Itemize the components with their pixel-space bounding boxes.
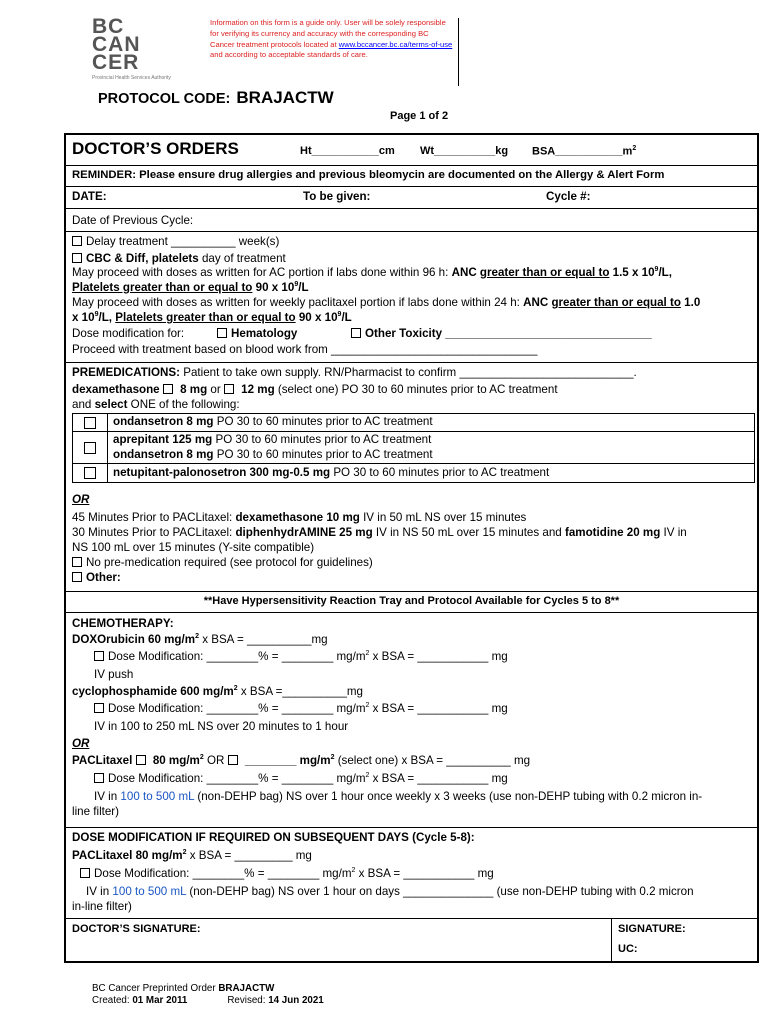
pac-30min-premed <box>72 526 687 539</box>
pac-gte: greater than or equal to <box>551 296 681 309</box>
option-1-drug: ondansetron 8 mg <box>113 415 214 428</box>
cyclo-dm-sup: 2 <box>365 702 370 710</box>
option-3-instructions: PO 30 to 60 minutes prior to AC treatment <box>330 466 550 479</box>
header-divider <box>458 18 459 86</box>
p30-drug-2: famotidine 20 mg <box>564 526 661 539</box>
ac-plt-unit: /L <box>298 281 309 294</box>
hypersensitivity-notice: **Have Hypersensitivity Reaction Tray and Protocol Available for Cycles 5 to 8** <box>203 595 620 607</box>
pac-x10: x 10 <box>72 311 95 324</box>
dm-pac-dm-a: Dose Modification: ________% = ________ mg/m <box>94 867 352 880</box>
pac-dm-sup: 2 <box>365 772 370 780</box>
pac-bsa-calc[interactable]: (select one) x BSA = __________ mg <box>334 754 531 767</box>
logo-line-1: BC <box>92 15 125 38</box>
to-be-given-field[interactable]: To be given: <box>303 190 371 203</box>
uc-field[interactable]: UC: <box>618 943 638 955</box>
no-premed-option[interactable] <box>72 556 373 569</box>
doxo-dm-sup: 2 <box>365 650 370 658</box>
other-premed-label: Other: <box>86 571 121 584</box>
dexa-8mg-checkbox[interactable] <box>163 384 173 394</box>
option-3-checkbox[interactable] <box>84 467 96 479</box>
ac-text: May proceed with doses as written for AC portion if labs done within 96 h: <box>72 266 452 279</box>
footer-revised-label: Revised: <box>227 995 269 1006</box>
hypersensitivity-row <box>66 591 757 612</box>
pac-dm-b: x BSA = ___________ mg <box>369 772 508 785</box>
footer <box>92 983 324 1007</box>
pac-custom-label[interactable]: ________ mg/m <box>241 754 331 767</box>
other-toxicity-label: Other Toxicity ________________________________ <box>365 327 652 340</box>
p45-drug: dexamethasone 10 mg <box>235 511 360 524</box>
pac-exp: 9 <box>94 311 99 319</box>
ac-value: 1.5 x 10 <box>609 266 655 279</box>
pac-iv-rest: (non-DEHP bag) NS over 1 hour once weekly x 3 weeks (use non-DEHP tubing with 0.2 micron in- <box>194 790 703 803</box>
cyclo-dose-mod-checkbox[interactable] <box>94 703 104 713</box>
dose-modification-section <box>66 827 757 918</box>
ac-plt-exp: 9 <box>294 281 299 289</box>
dm-iv-in: IV in <box>86 885 113 898</box>
cbc-option[interactable] <box>72 252 286 265</box>
cyclo-iv-instructions: IV in 100 to 250 mL NS over 20 minutes to 1 hour <box>94 720 349 733</box>
pac-criteria-line-2 <box>72 311 352 324</box>
footer-code: BRAJACTW <box>218 983 275 994</box>
pac-custom-sup: 2 <box>330 754 335 762</box>
cyclophosphamide-line <box>72 685 363 698</box>
pac-iv-instructions <box>94 790 702 803</box>
antiemetic-option-1[interactable] <box>73 414 754 431</box>
dose-mod-label: Dose modification for: <box>72 327 185 340</box>
pac-custom-checkbox[interactable] <box>228 755 238 765</box>
ac-plt-value: 90 x 10 <box>252 281 295 294</box>
pac-80-checkbox[interactable] <box>136 755 146 765</box>
dm-pac-dm-b: x BSA = ___________ mg <box>355 867 494 880</box>
footer-dates <box>92 995 324 1007</box>
antiemetic-option-3[interactable] <box>73 463 754 482</box>
option-2-instructions-a: PO 30 to 60 minutes prior to AC treatment <box>212 433 432 446</box>
other-premed-option[interactable] <box>72 571 121 584</box>
doctors-signature-field[interactable]: DOCTOR’S SIGNATURE: <box>72 923 201 935</box>
dm-pac-iv-instructions-line-2: in-line filter) <box>72 900 132 913</box>
hematology-label: Hematology <box>231 327 298 340</box>
cbc-bold: CBC & Diff, platelets <box>86 252 199 265</box>
premed-title: PREMEDICATIONS: <box>72 366 180 379</box>
doxo-dm-a: Dose Modification: ________% = ________ mg/m <box>108 650 366 663</box>
pac-iv-instructions-line-2: line filter) <box>72 805 120 818</box>
dm-iv-rest: (non-DEHP bag) NS over 1 hour on days ______________ (use non-DEHP tubing with 0.2 micron <box>186 885 694 898</box>
doxorubicin-line <box>72 633 328 646</box>
pac-plt-exp: 9 <box>337 311 342 319</box>
pac-30min-premed-line-2: NS 100 mL over 15 minutes (Y-site compatible) <box>72 541 315 554</box>
pac-anc: ANC <box>523 296 552 309</box>
option-3-drug: netupitant-palonosetron 300 mg-0.5 mg <box>113 466 331 479</box>
cyclo-dose-mod[interactable] <box>94 702 508 715</box>
cyclo-bsa-calc[interactable]: x BSA =__________mg <box>237 685 363 698</box>
other-toxicity-option[interactable] <box>351 327 652 340</box>
dose-mod-paclitaxel-line <box>72 849 312 862</box>
pac-value: 1.0 <box>680 296 701 309</box>
option-2-drug-a: aprepitant 125 mg <box>113 433 213 446</box>
height-field[interactable]: Ht___________cm <box>300 145 395 157</box>
disclaimer <box>210 18 455 61</box>
delay-treatment-checkbox[interactable] <box>72 236 82 246</box>
dexa-or: or <box>207 383 224 396</box>
doxo-dose-mod-checkbox[interactable] <box>94 651 104 661</box>
option-2-instructions-b: PO 30 to 60 minutes prior to AC treatment <box>213 447 433 461</box>
doxo-bsa-calc[interactable]: x BSA = __________mg <box>198 633 328 646</box>
premed-or-divider: OR <box>72 493 90 506</box>
footer-label: BC Cancer Preprinted Order <box>92 983 219 994</box>
cycle-number-field[interactable]: Cycle #: <box>546 190 591 203</box>
dose-mod-title: DOSE MODIFICATION IF REQUIRED ON SUBSEQUENT DAYS (Cycle 5-8): <box>72 831 475 844</box>
treatment-section <box>66 231 757 360</box>
premed-header <box>72 366 637 379</box>
doxo-iv-push: IV push <box>94 668 134 681</box>
pac-dose-mod[interactable] <box>94 772 508 785</box>
pac-unit: /L, <box>98 311 116 324</box>
dexa-8mg-label: 8 mg <box>176 383 208 396</box>
paclitaxel-line <box>72 754 530 767</box>
other-premed-checkbox[interactable] <box>72 572 82 582</box>
bc-cancer-logo <box>92 15 202 81</box>
reminder-row <box>66 165 757 186</box>
previous-cycle-row <box>66 208 757 231</box>
reminder-text: REMINDER: Please ensure drug allergies and previous bleomycin are documented on the Allergy & Alert Form <box>72 169 665 181</box>
protocol-code-label: PROTOCOL CODE: <box>98 91 231 107</box>
option-1-cell <box>73 414 108 431</box>
cbc-checkbox[interactable] <box>72 253 82 263</box>
pac-iv-in: IV in <box>94 790 121 803</box>
logo-line-2: CAN <box>92 33 141 56</box>
no-premed-label: No pre-medication required (see protocol for guidelines) <box>86 556 373 569</box>
ac-exp: 9 <box>654 266 659 274</box>
signature-section <box>66 918 757 961</box>
dexamethasone-line <box>72 383 558 396</box>
and-text: and <box>72 398 95 411</box>
doxo-dm-b: x BSA = ___________ mg <box>369 650 508 663</box>
doxo-sup: 2 <box>195 633 199 641</box>
p30-drug: diphenhydrAMINE 25 mg <box>235 526 373 539</box>
p30-iv-in: IV in <box>660 526 687 539</box>
delay-treatment-label: Delay treatment __________ week(s) <box>86 235 280 248</box>
dexa-rest: (select one) PO 30 to 60 minutes prior to AC treatment <box>274 383 558 396</box>
p30-instructions: IV in NS 50 mL over 15 minutes and <box>372 526 565 539</box>
and-select-line <box>72 398 240 411</box>
pac-plt-value: 90 x 10 <box>295 311 338 324</box>
pac-name: PACLitaxel <box>72 754 133 767</box>
ac-criteria-line-2 <box>72 281 309 294</box>
disclaimer-text: Information on this form is a guide only. User will be solely responsible for verifying its currency and accuracy with the corresponding BC Cancer treatment protocols located at <box>210 18 446 49</box>
dm-pac-dose-mod-checkbox[interactable] <box>80 868 90 878</box>
pac-text: May proceed with doses as written for weekly paclitaxel portion if labs done within 24 h: <box>72 296 524 309</box>
no-premed-checkbox[interactable] <box>72 557 82 567</box>
option-2-drug-b: ondansetron 8 mg <box>113 447 214 461</box>
pac-80-sup: 2 <box>199 754 204 762</box>
chemotherapy-section <box>66 612 757 829</box>
terms-of-use-link[interactable]: www.bccancer.bc.ca/terms-of-use <box>338 39 453 49</box>
disclaimer-text-end: and according to acceptable standards of care. <box>210 50 368 60</box>
signature-field[interactable]: SIGNATURE: <box>618 923 686 935</box>
bsa-label: BSA___________m <box>532 145 633 158</box>
date-row <box>66 186 757 207</box>
date-field[interactable]: DATE: <box>72 190 107 203</box>
footer-revised-date: 14 Jun 2021 <box>268 995 324 1006</box>
pac-plt-label: Platelets greater than or equal to <box>115 311 296 324</box>
doctors-orders-form <box>64 133 759 963</box>
cyclo-dm-a: Dose Modification: ________% = ________ mg/m <box>108 702 366 715</box>
ac-criteria-line-1 <box>72 266 672 279</box>
ac-gte: greater than or equal to <box>479 266 610 279</box>
pac-or: OR <box>203 754 228 767</box>
logo-subtitle: Provincial Health Services Authority <box>92 75 171 81</box>
option-2-cell <box>73 432 108 463</box>
other-toxicity-checkbox[interactable] <box>351 328 361 338</box>
chemo-title: CHEMOTHERAPY: <box>72 617 174 630</box>
option-2-checkbox[interactable] <box>84 442 96 454</box>
option-1-instructions: PO 30 to 60 minutes prior to AC treatment <box>213 415 433 428</box>
select-text: select <box>94 398 128 411</box>
option-1-checkbox[interactable] <box>84 417 96 429</box>
doxo-dose: DOXOrubicin 60 mg/m <box>72 633 196 646</box>
hematology-checkbox[interactable] <box>217 328 227 338</box>
pac-80-label: 80 mg/m <box>149 754 200 767</box>
pac-45min-premed <box>72 511 526 524</box>
page-number: Page 1 of 2 <box>390 110 449 122</box>
pac-criteria-line-1 <box>72 296 700 309</box>
p45-timing: 45 Minutes Prior to PACLitaxel: <box>72 511 236 524</box>
cyclo-dose: cyclophosphamide 600 mg/m <box>72 685 234 698</box>
doxo-dose-mod[interactable] <box>94 650 508 663</box>
dexa-12mg-checkbox[interactable] <box>224 384 234 394</box>
p30-timing: 30 Minutes Prior to PACLitaxel: <box>72 526 236 539</box>
dm-pac-iv-instructions <box>86 885 694 898</box>
ac-plt-label: Platelets greater than or equal to <box>72 281 253 294</box>
hematology-option[interactable] <box>217 327 297 340</box>
proceed-bloodwork-field[interactable]: Proceed with treatment based on blood work from ________________________________ <box>72 343 538 356</box>
cyclo-dm-b: x BSA = ___________ mg <box>369 702 508 715</box>
premed-title-rest: Patient to take own supply. RN/Pharmacist to confirm ___________________________. <box>180 366 637 379</box>
footer-created-label: Created: <box>92 995 133 1006</box>
protocol-code <box>98 88 334 108</box>
delay-treatment-option[interactable] <box>72 235 279 248</box>
bsa-sup: 2 <box>632 145 637 152</box>
form-title: DOCTOR’S ORDERS <box>72 139 239 158</box>
dose-modification-for <box>72 327 184 340</box>
pac-plt-unit: /L <box>341 311 352 324</box>
premedications-section <box>66 362 757 591</box>
footer-preprinted-order <box>92 983 324 995</box>
cbc-rest: day of treatment <box>198 252 286 265</box>
footer-created-date: 01 Mar 2011 <box>132 995 188 1006</box>
ac-unit: /L, <box>658 266 672 279</box>
pac-iv-volume: 100 to 500 mL <box>120 790 195 803</box>
logo-line-3: CER <box>92 51 140 74</box>
dexa-name: dexamethasone <box>72 383 160 396</box>
antiemetic-options-table <box>72 413 755 483</box>
ac-anc: ANC <box>451 266 480 279</box>
weight-field[interactable]: Wt__________kg <box>420 145 509 157</box>
cyclo-sup: 2 <box>233 685 238 693</box>
dexa-12mg-label: 12 mg <box>237 383 275 396</box>
dm-pac-dose-mod[interactable] <box>80 867 494 880</box>
dm-pac-bsa-calc[interactable]: x BSA = _________ mg <box>186 849 312 862</box>
antiemetic-option-2[interactable] <box>73 431 754 463</box>
one-of-following: ONE of the following: <box>127 398 240 411</box>
dm-pac-dm-sup: 2 <box>351 867 356 875</box>
option-3-cell <box>73 464 108 482</box>
pac-dm-a: Dose Modification: ________% = ________ mg/m <box>108 772 366 785</box>
pac-dose-mod-checkbox[interactable] <box>94 773 104 783</box>
dm-pac-dose: PACLitaxel 80 mg/m <box>72 849 183 862</box>
dm-pac-sup: 2 <box>182 849 187 857</box>
protocol-code-value: BRAJACTW <box>236 88 334 107</box>
signature-divider <box>611 919 612 961</box>
dm-iv-volume: 100 to 500 mL <box>112 885 187 898</box>
bsa-field[interactable] <box>532 145 636 158</box>
chemo-or-divider: OR <box>72 737 90 750</box>
previous-cycle-field[interactable]: Date of Previous Cycle: <box>72 214 194 227</box>
p45-instructions: IV in 50 mL NS over 15 minutes <box>359 511 527 524</box>
